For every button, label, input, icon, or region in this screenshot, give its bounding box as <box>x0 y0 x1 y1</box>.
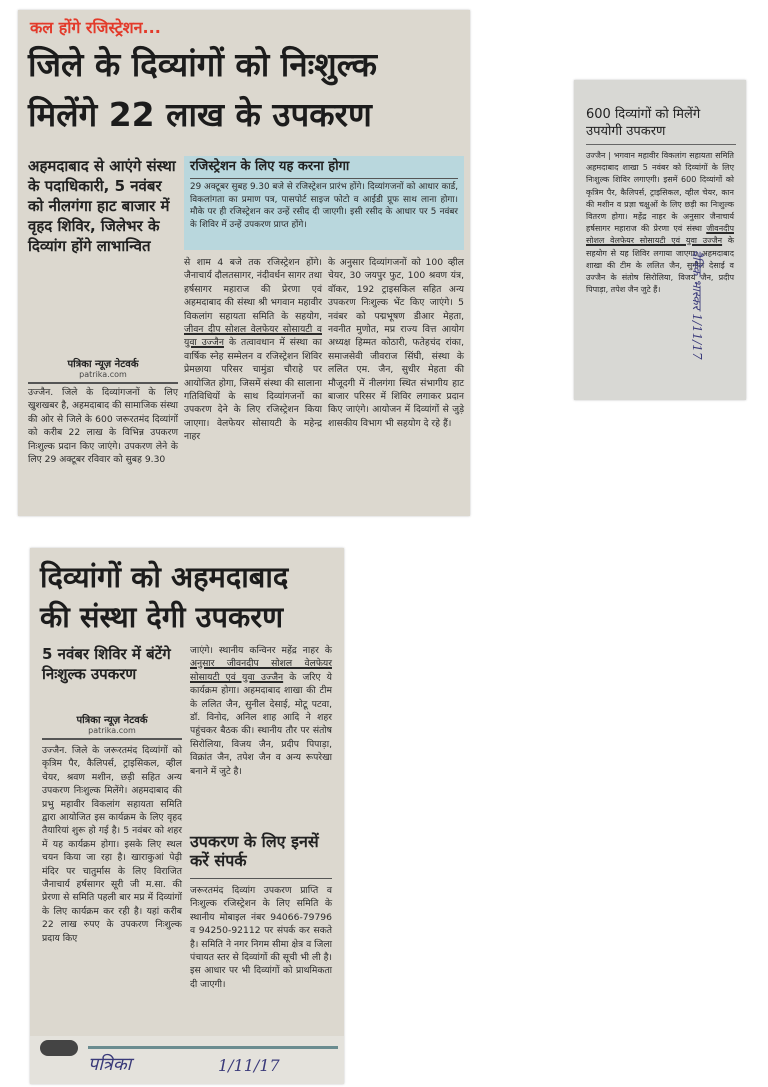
registration-box <box>184 156 464 250</box>
body-col-3: के अनुसार दिव्यांगजनों को 100 व्हील चेयर, 30 जयपुर फुट, 100 श्रवण यंत्र, वॉकर, 192 ट्राइसकिल सहित अन्य उपकरण निःशुल्क भेंट किए जाएंगे। 5 नवंबर को पद्मभूषण डीआर मेहता, नवनीत मुणोत, मप्र राज्य वित्त आयोग अध्यक्ष हिम्मत कोठारी, फतेहचंद रांका, समाजसेवी जीवराज सिंघी, संस्था के ललित एम. जैन, सुधीर मेहता की मौजूदगी में नीलगंगा स्थित संभागीय हाट बाजार परिसर में शिविर लगाकर प्रदान किए जाएंगे। आयोजन में दिव्यांगों से जुड़े शासकीय विभाग भी सहयोग दे रहे हैं। <box>328 257 464 429</box>
box-text: 29 अक्टूबर सुबह 9.30 बजे से रजिस्ट्रेशन प्रारंभ होंगे। दिव्यांगजनों को आधार कार्ड, विकलांगता का प्रमाण पत्र, पासपोर्ट साइज फोटो व आईडी प्रूफ साथ लाना होगा। मौके पर ही रजिस्ट्रेशन कर उन्हें रसीद दी जाएगी। इसी रसीद के आधार पर 5 नवंबर के शिविर में उन्हें उपकरण प्राप्त होंगे। <box>190 182 458 230</box>
headline-line1: जिले के दिव्यांगों को निःशुल्क <box>28 45 377 84</box>
footer-strip <box>30 1036 344 1084</box>
divider <box>28 382 178 384</box>
headline-rule <box>586 144 736 145</box>
body-col-1: उज्जैन. जिले के जरूरतमंद दिव्यांगों को कृत्रिम पैर, कैलिपर्स, ट्राइसिकल, व्हील चेयर, श्रवण मशीन, छड़ी सहित अन्य उपकरण निःशुल्क मिलेंगे। अहमदाबाद की प्रभु महावीर विकलांग सहायता समिति द्वारा आयोजित इस कार्यक्रम के लिए वृहद तैयारियां शुरू हो गई है। 5 नवंबर को शहर में यह कार्यक्रम होगा। इसके लिए स्थल चयन किया जा रहा है। खाराकुआं पेढ़ी मंदिर पर चातुर्मास के लिए विराजित जैनाचार्य हर्षसागर सूरी जी म.सा. की प्रेरणा से समिति पहली बार मप्र में दिव्यांगों के लिए कार्यक्रम कर रही है। यहां करीब 22 लाख रुपए के उपकरण निःशुल्क प्रदाय किए <box>42 745 182 944</box>
headline: 600 दिव्यांगों को मिलेंगे उपयोगी उपकरण <box>586 107 701 139</box>
byline: पत्रिका न्यूज़ नेटवर्क <box>76 715 148 726</box>
kicker: कल होंगे रजिस्ट्रेशन... <box>30 18 161 37</box>
footer-rule <box>88 1046 338 1049</box>
source: patrika.com <box>88 726 136 735</box>
box-rule <box>190 178 458 179</box>
handwritten-paper: पत्रिका <box>88 1054 132 1075</box>
body-col-2-pre: जाएंगे। स्थानीय कन्विनर महेंद्र नाहर के <box>190 645 332 656</box>
deck: अहमदाबाद से आएंगे संस्था के पदाधिकारी, 5 नवंबर को नीलगंगा हाट बाजार में वृहद शिविर, जिलेभर के दिव्यांग होंगे लाभान्वित <box>28 157 176 255</box>
headline-line1: दिव्यांगों को अहमदाबाद <box>40 560 289 594</box>
headline-line2: की संस्था देगी उपकरण <box>40 600 284 634</box>
deck: 5 नवंबर शिविर में बंटेंगे निःशुल्क उपकरण <box>42 645 171 683</box>
body-col-2-pre: से शाम 4 बजे तक रजिस्ट्रेशन होंगे। जैनाचार्य दौलतसागर, नंदीवर्धन सागर तथा हर्षसागर महाराज की प्रेरणा एवं अहमदाबाद की संस्था श्री भगवान महावीर विकलांग सहायता समिति के सहयोग, <box>184 257 322 322</box>
society-underlined: जीवनदीप सोशल वेलफेयर सोसायटी एवं युवा उज्जैन <box>586 224 734 246</box>
body-col-2-end: जरूरतमंद दिव्यांग उपकरण प्राप्ति व निःशुल्क रजिस्ट्रेशन के लिए समिति के स्थानीय मोबाइल नंबर 94066-79796 व 94250-92112 पर संपर्क कर सकते है। समिति ने नगर निगम सीमा क्षेत्र व जिला पंचायत स्तर से दिव्यांगों की सूची भी ली है। इस आधार पर भी दिव्यांगों को प्राथमिकता दी जाएगी। <box>190 885 332 990</box>
handwritten-note: दैनिक भास्कर 1/11/17 <box>690 250 704 360</box>
marker-pill <box>40 1040 78 1056</box>
handwritten-date: 1/11/17 <box>218 1056 280 1075</box>
subhead-contact: उपकरण के लिए इनसें करें संपर्क <box>190 832 319 870</box>
clipping-bhaskar <box>574 80 746 400</box>
body-col-2 <box>190 644 332 778</box>
headline-line2: मिलेंगे 22 लाख के उपकरण <box>28 95 372 134</box>
clipping-patrika-second <box>30 548 344 1084</box>
body-post: के सहयोग से यह शिविर लगाया जाएगा। अहमदाबाद शाखा की टीम के ललित जैन, सुनील देसाई व उज्जैन के संतोष सिरोलिया, विजय जैन, प्रदीप पिपाड़ा, तपेश जैन जुटे हैं। <box>586 236 734 295</box>
body-col-2 <box>184 256 322 444</box>
subhead-rule <box>190 878 332 879</box>
society-underlined: अनुसार जीवनदीप सोशल वेलफेयर सोसायटी एवं युवा उज्जैन <box>190 658 332 683</box>
body-col-2-post: के तत्वावधान में संस्था का वार्षिक स्नेह सम्मेलन व रजिस्ट्रेशन शिविर प्रेमछाया परिसर चामुंडा चौराहे पर आयोजित होगा, जिसमें संस्था की सालाना गतिविधियों के साथ दिव्यांगजनों का उपकरण देने के लिए रजिस्ट्रेशन किया जाएगा। वेलफेयर सोसायटी के महेन्द्र नाहर <box>184 337 323 443</box>
divider <box>42 738 182 740</box>
byline: पत्रिका न्यूज़ नेटवर्क <box>67 359 139 370</box>
source: patrika.com <box>79 370 127 379</box>
society-underlined: जीवन दीप सोशल वेलफेयर सोसायटी व युवा उज्जैन <box>184 324 322 349</box>
clipping-patrika-main <box>18 10 470 516</box>
body <box>586 150 734 296</box>
body-col-1: उज्जैन. जिले के दिव्यांगजनों के लिए खुशखबर है, अहमदाबाद की सामाजिक संस्था की ओर से जिले के 600 जरूरतमंद दिव्यांगों को करीब 22 लाख के विभिन्न उपकरण निःशुल्क प्रदान किए जाएंगे। उपकरण लेने के लिए 29 अक्टूबर रविवार को सुबह 9.30 <box>28 387 178 466</box>
box-title: रजिस्ट्रेशन के लिए यह करना होगा <box>190 159 350 174</box>
body-col-2-post: के जरिए ये कार्यक्रम होगा। अहमदाबाद शाखा की टीम के ललित जैन, सुनील देसाई, मोटू पटवा, डॉ. विनोद, अनिल शाह आदि ने शहर पहुंचकर बैठक की। स्थानीय तौर पर संतोष सिरोलिया, विजय जैन, प्रदीप पिपाड़ा, विक्रांत जैन, तपेश जैन व अन्य रूपरेखा बनाने में जुटे है। <box>190 671 332 777</box>
body-pre: उज्जैन | भगवान महावीर विकलांग सहायता समिति अहमदाबाद शाखा 5 नवंबर को दिव्यांगों के लिए निःशुल्क शिविर लगाएगी। इसमें 600 दिव्यांगों को कृत्रिम पैर, कैलिपर्स, ट्राइसिकल, व्हील चेयर, कान की मशीन व प्रज्ञा चक्षुओं के लिए छड़ी का निःशुल्क वितरण होगा। महेंद्र नाहर के अनुसार जैनाचार्य हर्षसागर महाराज की प्रेरणा एवं संस्था <box>586 151 734 234</box>
